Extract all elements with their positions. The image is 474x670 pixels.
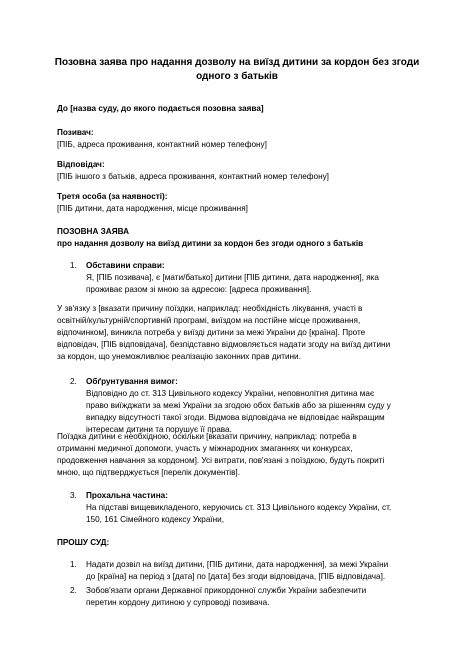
text-line: 150, 161 Сімейного кодексу України, xyxy=(86,515,225,524)
paragraph xyxy=(57,303,419,363)
court-line: До [назва суду, до якого подається позовна заява] xyxy=(57,104,264,113)
section-heading: Прохальна частина: xyxy=(86,491,168,500)
text-line: за кордон, що унеможливлює реалізацію законних прав дитини. xyxy=(57,352,301,361)
paragraph xyxy=(57,431,419,479)
request-number: 1. xyxy=(70,560,77,569)
text-line: Надати дозвіл на виїзд дитини, [ПІБ дитини, дата народження], за межі України xyxy=(86,560,389,569)
text-line: проживає разом зі мною за адресою: [адреса проживання]. xyxy=(86,285,312,294)
request-item xyxy=(86,559,416,583)
defendant-label: Відповідач: xyxy=(57,160,105,169)
document-title xyxy=(48,56,426,84)
text-line: Я, [ПІБ позивача], є [мати/батько] дитини [ПІБ дитини, дата народження], яка xyxy=(86,273,379,282)
request-item xyxy=(86,585,416,609)
text-line: Відповідно до ст. 313 Цивільного кодексу України, неповнолітня дитина має xyxy=(86,389,375,398)
third-party-label: Третя особа (за наявності): xyxy=(57,192,168,201)
third-party-text: [ПІБ дитини, дата народження, місце проживання] xyxy=(57,204,248,213)
text-line: продовження навчання за кордоном]. Усі витрати, пов'язані з поїздкою, будуть покриті xyxy=(57,456,385,465)
request-heading: ПРОШУ СУД: xyxy=(57,538,110,547)
text-line: перетин кордону дитиною у супроводі позивача. xyxy=(86,598,270,607)
text-line: випадку відсутності такої згоди. Відмова відповідача не відповідає найкращим xyxy=(86,413,385,422)
plaintiff-label: Позивач: xyxy=(57,128,94,137)
defendant-text: [ПІБ іншого з батьків, адреса проживання, контактний номер телефону] xyxy=(57,172,329,181)
text-line: інтересам дитини та порушує її права. xyxy=(86,425,232,434)
section-number: 3. xyxy=(70,491,77,500)
text-line: отриманні медичної допомоги, участь у міжнародних змаганнях чи конкурсах, xyxy=(57,444,353,453)
text-line: У зв'язку з [вказати причину поїздки, наприклад: необхідність лікування, участі в xyxy=(57,304,363,313)
section-heading: Обґрунтування вимог: xyxy=(86,377,178,386)
text-line: відповідач, [ПІБ відповідача], безпідставно відмовляється надати згоду на виїзд дитини xyxy=(57,340,391,349)
text-line: освітній/культурній/спортивній програмі, виїздом на постійне місце проживання, xyxy=(57,316,361,325)
request-number: 2. xyxy=(70,586,77,595)
title-line: одного з батьків xyxy=(196,71,278,82)
text-line: мною, що підтверджується [перелік документів]. xyxy=(57,468,240,477)
text-line: Поїздка дитини є необхідною, оскільки [вказати причину, наприклад: потреба в xyxy=(57,432,357,441)
plaintiff-text: [ПІБ, адреса проживання, контактний номер телефону] xyxy=(57,140,267,149)
section-heading: Обставини справи: xyxy=(86,261,165,270)
section-number: 2. xyxy=(70,377,77,386)
section-body xyxy=(86,388,416,436)
text-line: право виїжджати за межі України за згодою обох батьків або за рішенням суду у xyxy=(86,401,391,410)
text-line: На підставі вищевикладеного, керуючись ст. 313 Цивільного кодексу України, ст. xyxy=(86,503,392,512)
section-body xyxy=(86,502,416,526)
text-line: до [країна] на період з [дата] по [дата] без згоди відповідача, [ПІБ відповідача]. xyxy=(86,572,386,581)
section-number: 1. xyxy=(70,261,77,270)
claim-heading: ПОЗОВНА ЗАЯВА xyxy=(57,227,129,236)
text-line: Зобов'язати органи Державної прикордонної служби України забезпечити xyxy=(86,586,367,595)
claim-subheading: про надання дозволу на виїзд дитини за кордон без згоди одного з батьків xyxy=(57,239,364,248)
title-line: Позовна заява про надання дозволу на виїзд дитини за кордон без згоди xyxy=(54,57,420,68)
text-line: відпочинком], виникла потреба у виїзді дитини за межі України до [країна]. Проте xyxy=(57,328,366,337)
section-body xyxy=(86,272,416,296)
